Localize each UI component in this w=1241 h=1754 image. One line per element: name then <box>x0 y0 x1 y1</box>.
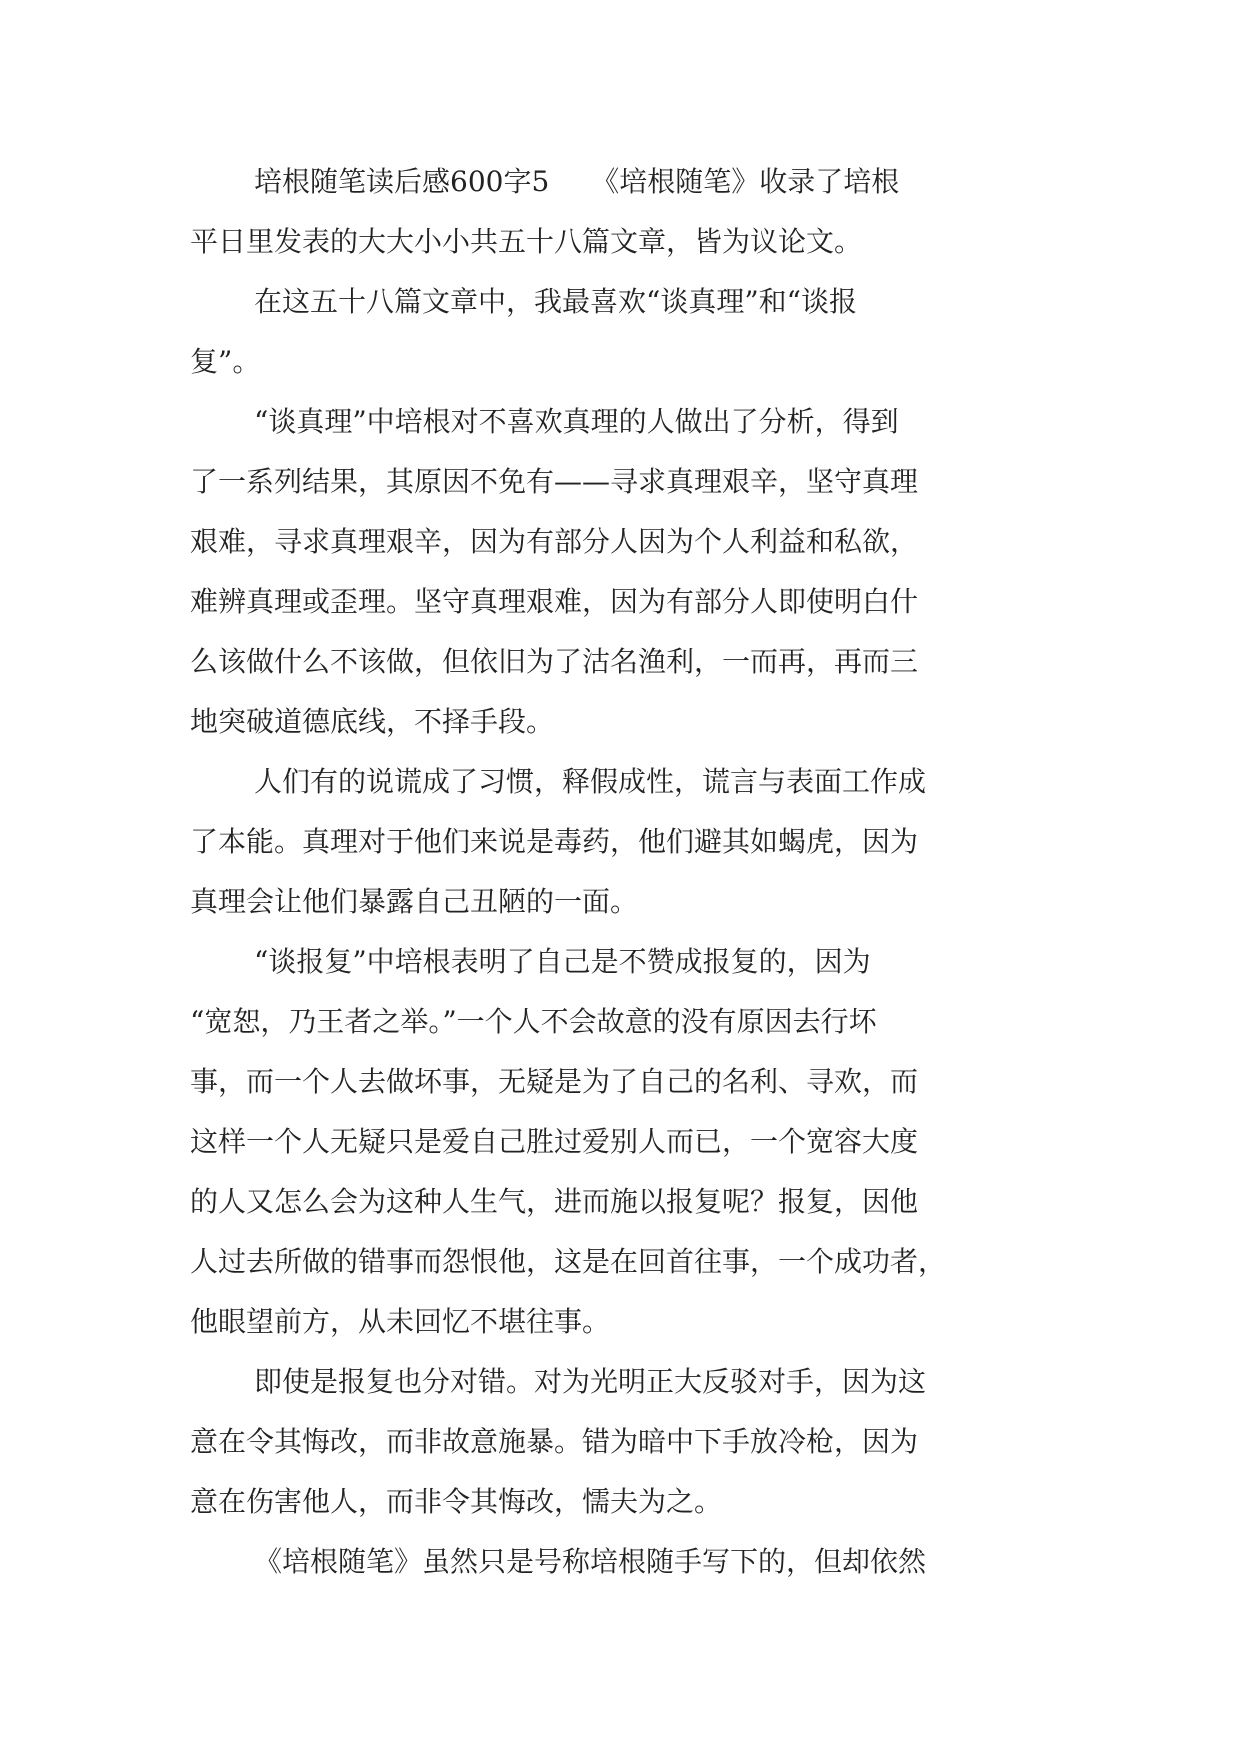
text-line: “宽恕，乃王者之举。”一个人不会故意的没有原因去行坏 <box>190 1005 877 1038</box>
text-line: 地突破道德底线，不择手段。 <box>190 705 555 738</box>
text-line: 这样一个人无疑只是爱自己胜过爱别人而已，一个宽容大度 <box>190 1125 919 1158</box>
text-line: 了一系列结果，其原因不免有——寻求真理艰辛，坚守真理 <box>190 465 919 498</box>
text-line: “谈真理”中培根对不喜欢真理的人做出了分析，得到 <box>254 405 899 438</box>
text-line: 么该做什么不该做，但依旧为了沽名渔利，一而再，再而三 <box>190 645 919 678</box>
text-line: 了本能。真理对于他们来说是毒药，他们避其如蝎虎，因为 <box>190 825 919 858</box>
text-line: 人们有的说谎成了习惯，释假成性，谎言与表面工作成 <box>254 765 927 798</box>
text-line: 意在令其悔改，而非故意施暴。错为暗中下手放冷枪，因为 <box>190 1425 919 1458</box>
text-line: 难辨真理或歪理。坚守真理艰难，因为有部分人即使明白什 <box>190 585 919 618</box>
text-line: 意在伤害他人，而非令其悔改，懦夫为之。 <box>190 1485 723 1518</box>
text-line: “谈报复”中培根表明了自己是不赞成报复的，因为 <box>254 945 871 978</box>
text-line: 复”。 <box>190 345 261 378</box>
text-line: 《培根随笔》虽然只是号称培根随手写下的，但却依然 <box>254 1545 927 1578</box>
text-line: 事，而一个人去做坏事，无疑是为了自己的名利、寻欢，而 <box>190 1065 919 1098</box>
text-line: 人过去所做的错事而怨恨他，这是在回首往事，一个成功者， <box>190 1245 947 1278</box>
text-line: 培根随笔读后感600字5 《培根随笔》收录了培根 <box>254 165 900 198</box>
text-line: 的人又怎么会为这种人生气，进而施以报复呢？报复，因他 <box>190 1185 919 1218</box>
text-line: 平日里发表的大大小小共五十八篇文章，皆为议论文。 <box>190 225 863 258</box>
text-line: 艰难，寻求真理艰辛，因为有部分人因为个人利益和私欲， <box>190 525 919 558</box>
text-line: 即使是报复也分对错。对为光明正大反驳对手，因为这 <box>254 1365 927 1398</box>
text-line: 在这五十八篇文章中，我最喜欢“谈真理”和“谈报 <box>254 285 857 318</box>
document-page <box>190 160 1052 1600</box>
text-line: 真理会让他们暴露自己丑陋的一面。 <box>190 885 639 918</box>
text-line: 他眼望前方，从未回忆不堪往事。 <box>190 1305 611 1338</box>
